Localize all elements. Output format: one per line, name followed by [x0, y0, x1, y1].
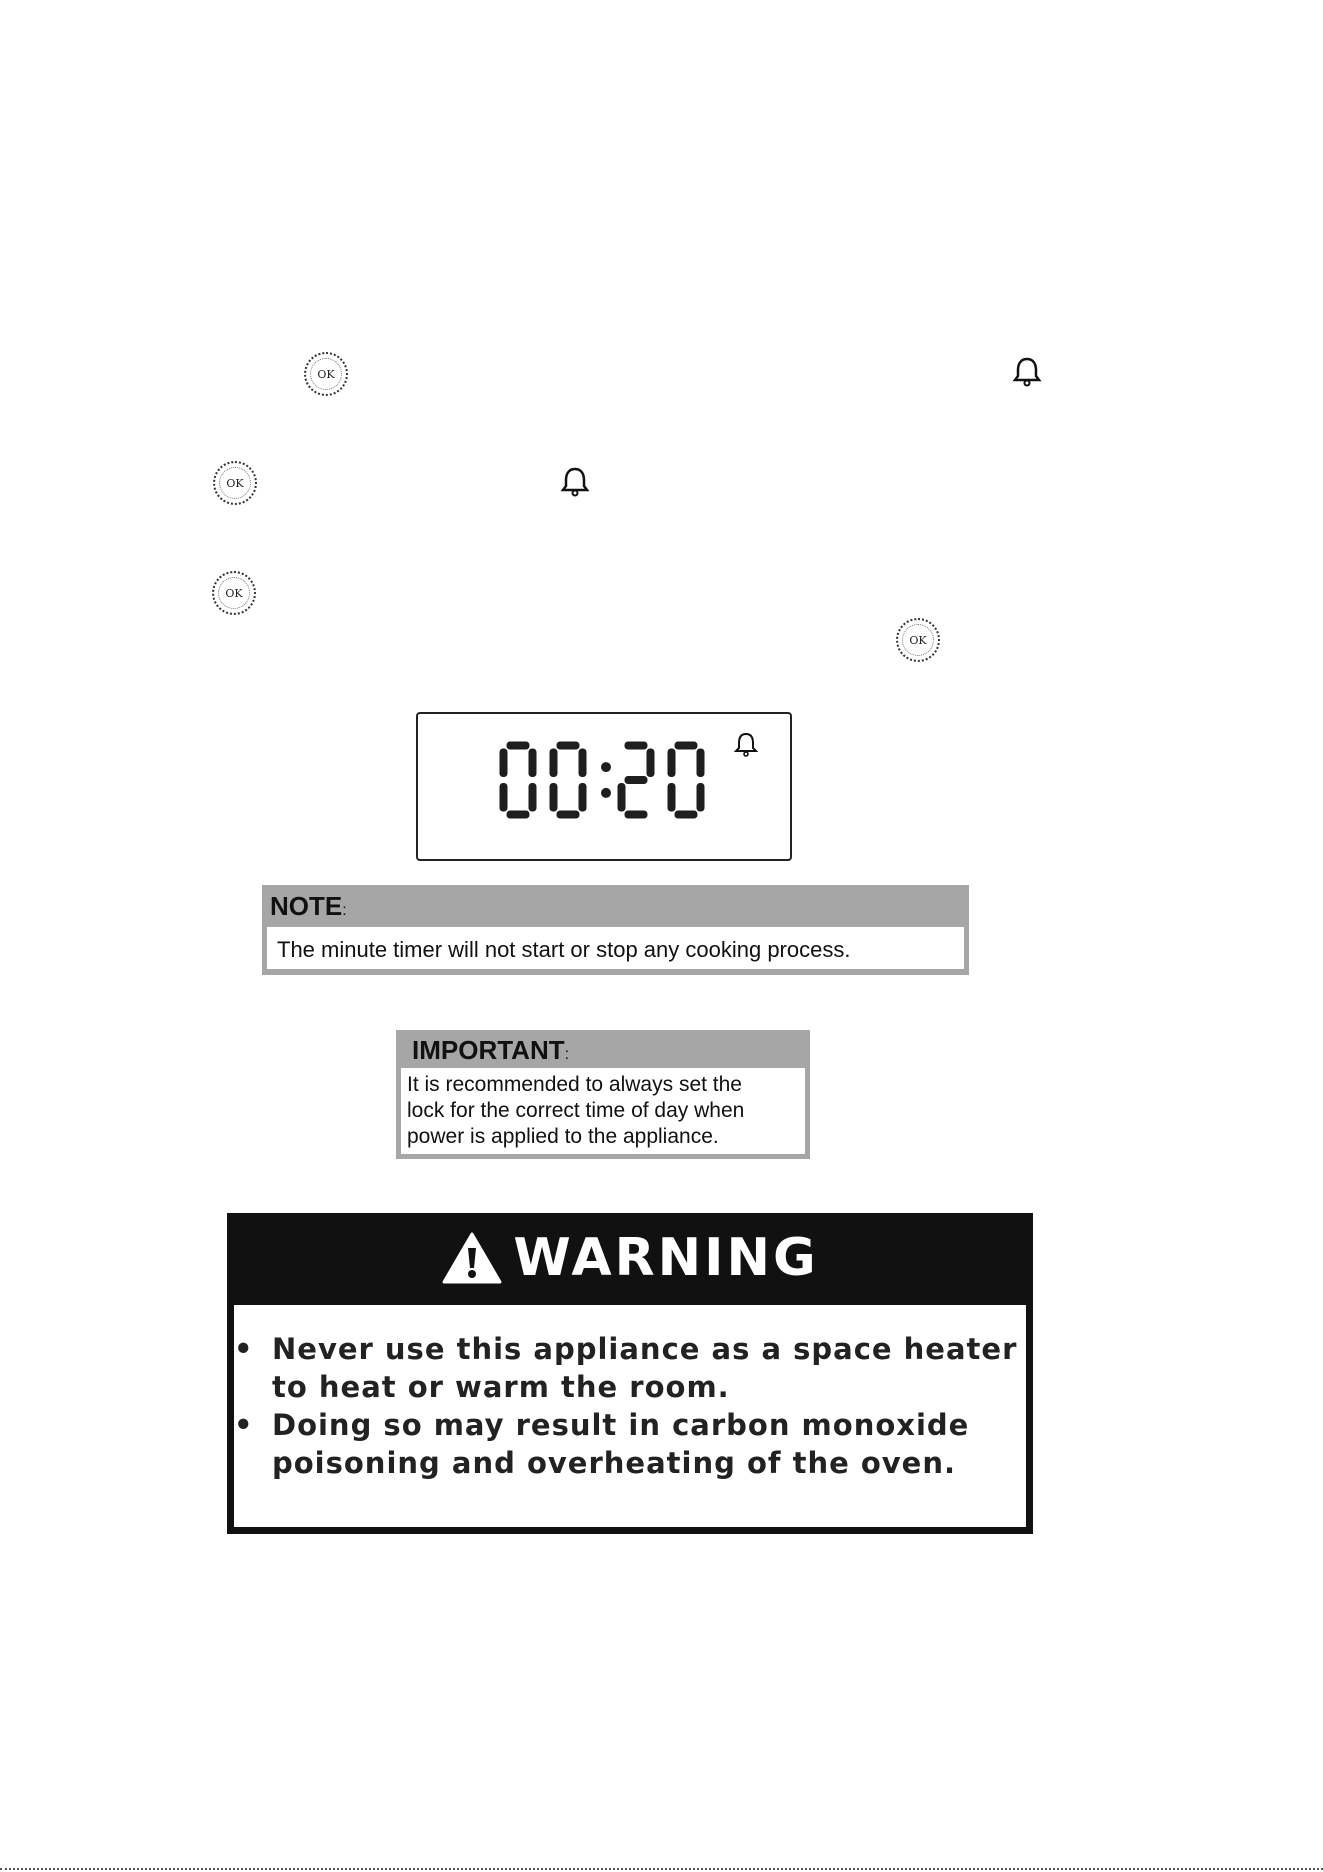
digit-segment [675, 811, 697, 818]
digit-segment [579, 784, 586, 812]
digit-segment [675, 742, 697, 749]
digit-segment [529, 784, 536, 812]
digit-segment [668, 749, 675, 777]
digit-segment [647, 749, 654, 777]
digit-segment [550, 784, 557, 812]
important-line: power is applied to the appliance. [407, 1125, 719, 1148]
timer-display [416, 712, 792, 861]
ok-button-icon [304, 352, 348, 396]
warning-triangle-icon [441, 1231, 503, 1285]
bullet: • [234, 1332, 254, 1366]
warning-item-text: Doing so may result in carbon monoxide poisoning and overheating of the oven. [272, 1408, 970, 1480]
bell-icon [734, 732, 758, 758]
digital-readout [498, 732, 728, 832]
note-title-text: NOTE [270, 891, 343, 921]
ok-icon-label: OK [317, 367, 335, 381]
digit-segment [668, 784, 675, 812]
important-title [412, 1035, 569, 1066]
digit-segment [557, 742, 579, 749]
ok-button-icon [896, 618, 940, 662]
digit-segment [500, 749, 507, 777]
bell-icon [560, 466, 590, 498]
note-text: The minute timer will not start or stop any cooking process. [267, 927, 964, 969]
important-line: lock for the correct time of day when [407, 1099, 745, 1122]
important-text [401, 1068, 805, 1154]
important-line: It is recommended to always set the [407, 1073, 742, 1096]
bullet: • [234, 1408, 254, 1442]
warning-box [227, 1213, 1033, 1534]
note-title [270, 891, 347, 922]
digit-segment [697, 784, 704, 812]
warning-header [227, 1213, 1033, 1303]
important-box [396, 1030, 810, 1159]
digit-segment [500, 784, 507, 812]
digit-segment [529, 749, 536, 777]
colon-dot [602, 788, 611, 797]
page-bottom-rule [0, 1868, 1323, 1870]
ok-button-icon [212, 571, 256, 615]
warning-item-text: Never use this appliance as a space heater to heat or warm the room. [272, 1332, 1018, 1404]
note-box [262, 885, 969, 975]
warning-title: WARNING [513, 1228, 819, 1288]
bell-icon [1012, 356, 1042, 388]
digit-segment [618, 784, 625, 812]
digit-segment [697, 749, 704, 777]
digit-segment [507, 742, 529, 749]
warning-item [234, 1406, 1032, 1482]
digit-segment [557, 811, 579, 818]
digit-segment [507, 811, 529, 818]
warning-item [234, 1330, 1032, 1406]
digit-segment [625, 742, 647, 749]
ok-icon-label: OK [909, 633, 927, 647]
ok-button-icon [213, 461, 257, 505]
digit-segment [625, 777, 647, 784]
digit-segment [625, 811, 647, 818]
note-title-colon: : [342, 902, 347, 919]
warning-body [234, 1305, 1026, 1527]
ok-icon-label: OK [226, 476, 244, 490]
digit-segment [579, 749, 586, 777]
important-title-colon: : [564, 1046, 570, 1063]
colon-dot [602, 763, 611, 772]
digit-segment [550, 749, 557, 777]
ok-icon-label: OK [225, 586, 243, 600]
important-title-text: IMPORTANT [412, 1035, 565, 1065]
